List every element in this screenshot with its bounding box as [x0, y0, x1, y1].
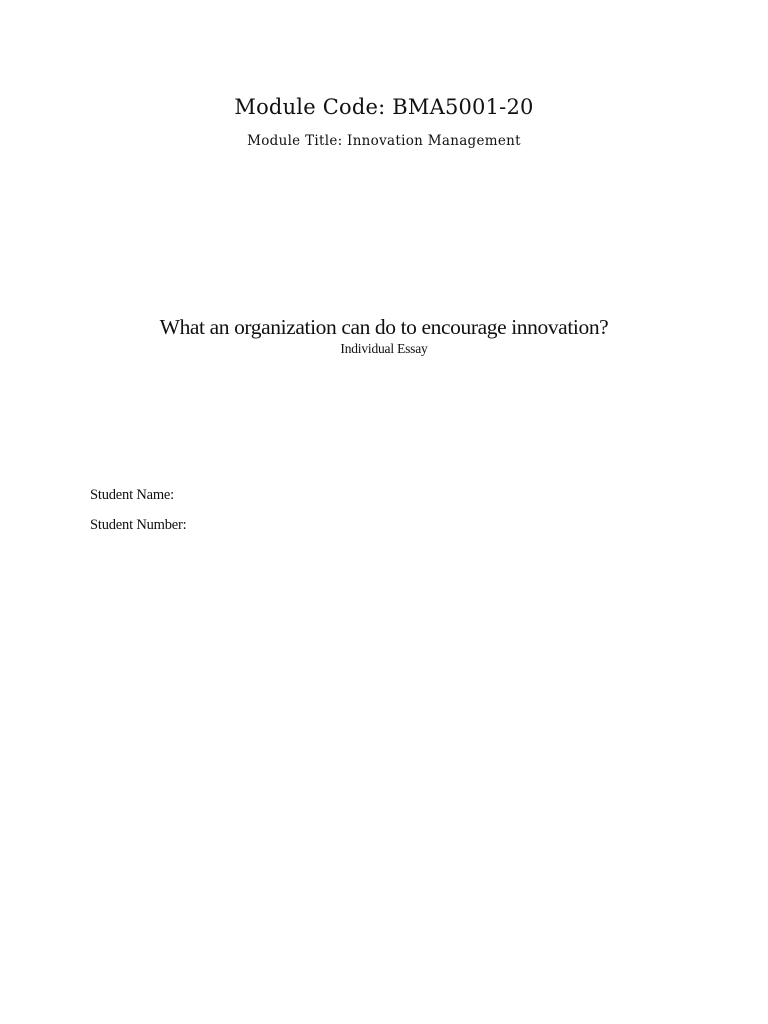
- student-name-label: Student Name:: [90, 487, 174, 503]
- student-number-label: Student Number:: [90, 517, 187, 533]
- essay-title: What an organization can do to encourage innovation?: [159, 315, 609, 339]
- module-code-heading: Module Code: BMA5001-20: [234, 95, 534, 119]
- essay-type-label: Individual Essay: [340, 341, 428, 356]
- module-title-subheading: Module Title: Innovation Management: [247, 133, 521, 149]
